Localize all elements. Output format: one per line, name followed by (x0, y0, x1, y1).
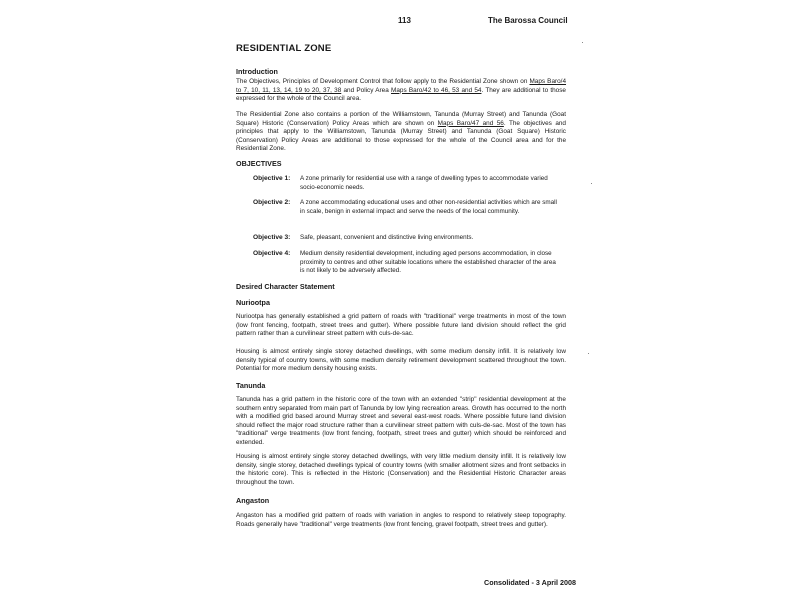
objective-text: Medium density residential development, including aged persons accommodation, in close proximity to centres and other suitable locations where the established character of the area is not likely to be adversely affected. (300, 250, 556, 275)
objective-text: Safe, pleasant, convenient and distinctive living environments. (300, 234, 474, 241)
tanunda-heading: Tanunda (236, 381, 266, 390)
scan-speck (582, 42, 583, 43)
objective-label: Objective 1: (253, 175, 291, 182)
nuriootpa-paragraph-2: Housing is almost entirely single storey detached dwellings, with some medium density infill. It is relatively low density typical of country towns, with some medium density retirement development scattered throughout the town. Potential for more medium density housing exists. (236, 348, 566, 373)
footer-consolidated-date: Consolidated - 3 April 2008 (484, 578, 576, 587)
introduction-paragraph-1 (236, 78, 566, 104)
maps-link-policy-area[interactable]: Maps Baro/42 to 46, 53 and 54 (391, 86, 482, 94)
objective-text: A zone accommodating educational uses and other non-residential activities which are small in scale, benign in external impact and serve the needs of the local community. (300, 199, 557, 215)
tanunda-paragraph-2: Housing is almost entirely single storey detached dwellings, with very little medium density infill. It is relatively low density, single storey, detached dwellings typical of country towns (with smaller allotment sizes and front setbacks in the historic core). This is reflected in the Historic (Conservation) and the Residential Historic Character areas throughout the town. (236, 453, 566, 486)
intro-text: The Residential Zone also contains a portion of the Williamstown, Tanunda (Murray Street) and Tanunda (Goat Square) Historic (Conservation) Policy Areas which are shown on (236, 111, 566, 127)
maps-link-historic[interactable]: Maps Baro/47 and 56 (437, 119, 504, 127)
nuriootpa-heading: Nuriootpa (236, 298, 270, 307)
scan-speck (591, 183, 592, 184)
objective-label: Objective 3: (253, 234, 291, 241)
desired-character-heading: Desired Character Statement (236, 282, 335, 291)
maps-link-residential[interactable]: Maps Baro/4 to 7, 10, 11, 13, 14, 19 to 20, 37, 38 (236, 78, 567, 94)
angaston-paragraph-1: Angaston has a modified grid pattern of roads with variation in angles to respond to relatively steep topography. Roads generally have "traditional" verge treatments (low front fencing, gravel footpath, street trees and gutter). (236, 512, 566, 528)
angaston-heading: Angaston (236, 496, 270, 505)
intro-text: and Policy Area (341, 86, 392, 94)
introduction-paragraph-2 (236, 111, 566, 154)
objective-text: A zone primarily for residential use with a range of dwelling types to accommodate varied socio-economic needs. (300, 175, 548, 191)
objective-label: Objective 4: (253, 250, 291, 257)
nuriootpa-paragraph-1: Nuriootpa has generally established a grid pattern of roads with "traditional" verge treatments in most of the town (low front fencing, footpath, street trees and gutter). Where possible future land division should reflect the grid pattern rather than a curvilinear street pattern with culs-de-sac. (236, 313, 566, 338)
page-title: RESIDENTIAL ZONE (236, 43, 332, 54)
page-number: 113 (398, 16, 411, 25)
objectives-heading: OBJECTIVES (236, 159, 282, 168)
intro-text: The Objectives, Principles of Development Control that follow apply to the Residential Zone shown on (236, 78, 530, 85)
intro-text: . They are additional to those expressed for the whole of the Council area. (236, 86, 566, 103)
scan-speck (588, 353, 589, 354)
introduction-heading: Introduction (236, 67, 278, 76)
intro-text: . The objectives and principles that apply to the Williamstown, Tanunda (Murray Street) and Tanunda (Goat Square) Historic (Conservation) Policy Areas are additional to those expressed for the whole of the Council area and for the Residential Zone. (236, 119, 566, 153)
council-name: The Barossa Council (488, 16, 568, 25)
tanunda-paragraph-1: Tanunda has a grid pattern in the historic core of the town with an extended "strip" residential development at the southern entry separated from main part of Tanunda by low lying recreation areas. Growth has occurred to the north with a modified grid based around Murray street and several east-west roads. Where possible future land division should reflect the major road structure rather than a curvilinear street pattern with culs-de-sac. Most of the town has "traditional" verge treatments (low front fencing, footpath, street trees and gutter) which should be reinforced and extended. (236, 396, 566, 446)
objective-label: Objective 2: (253, 199, 291, 206)
